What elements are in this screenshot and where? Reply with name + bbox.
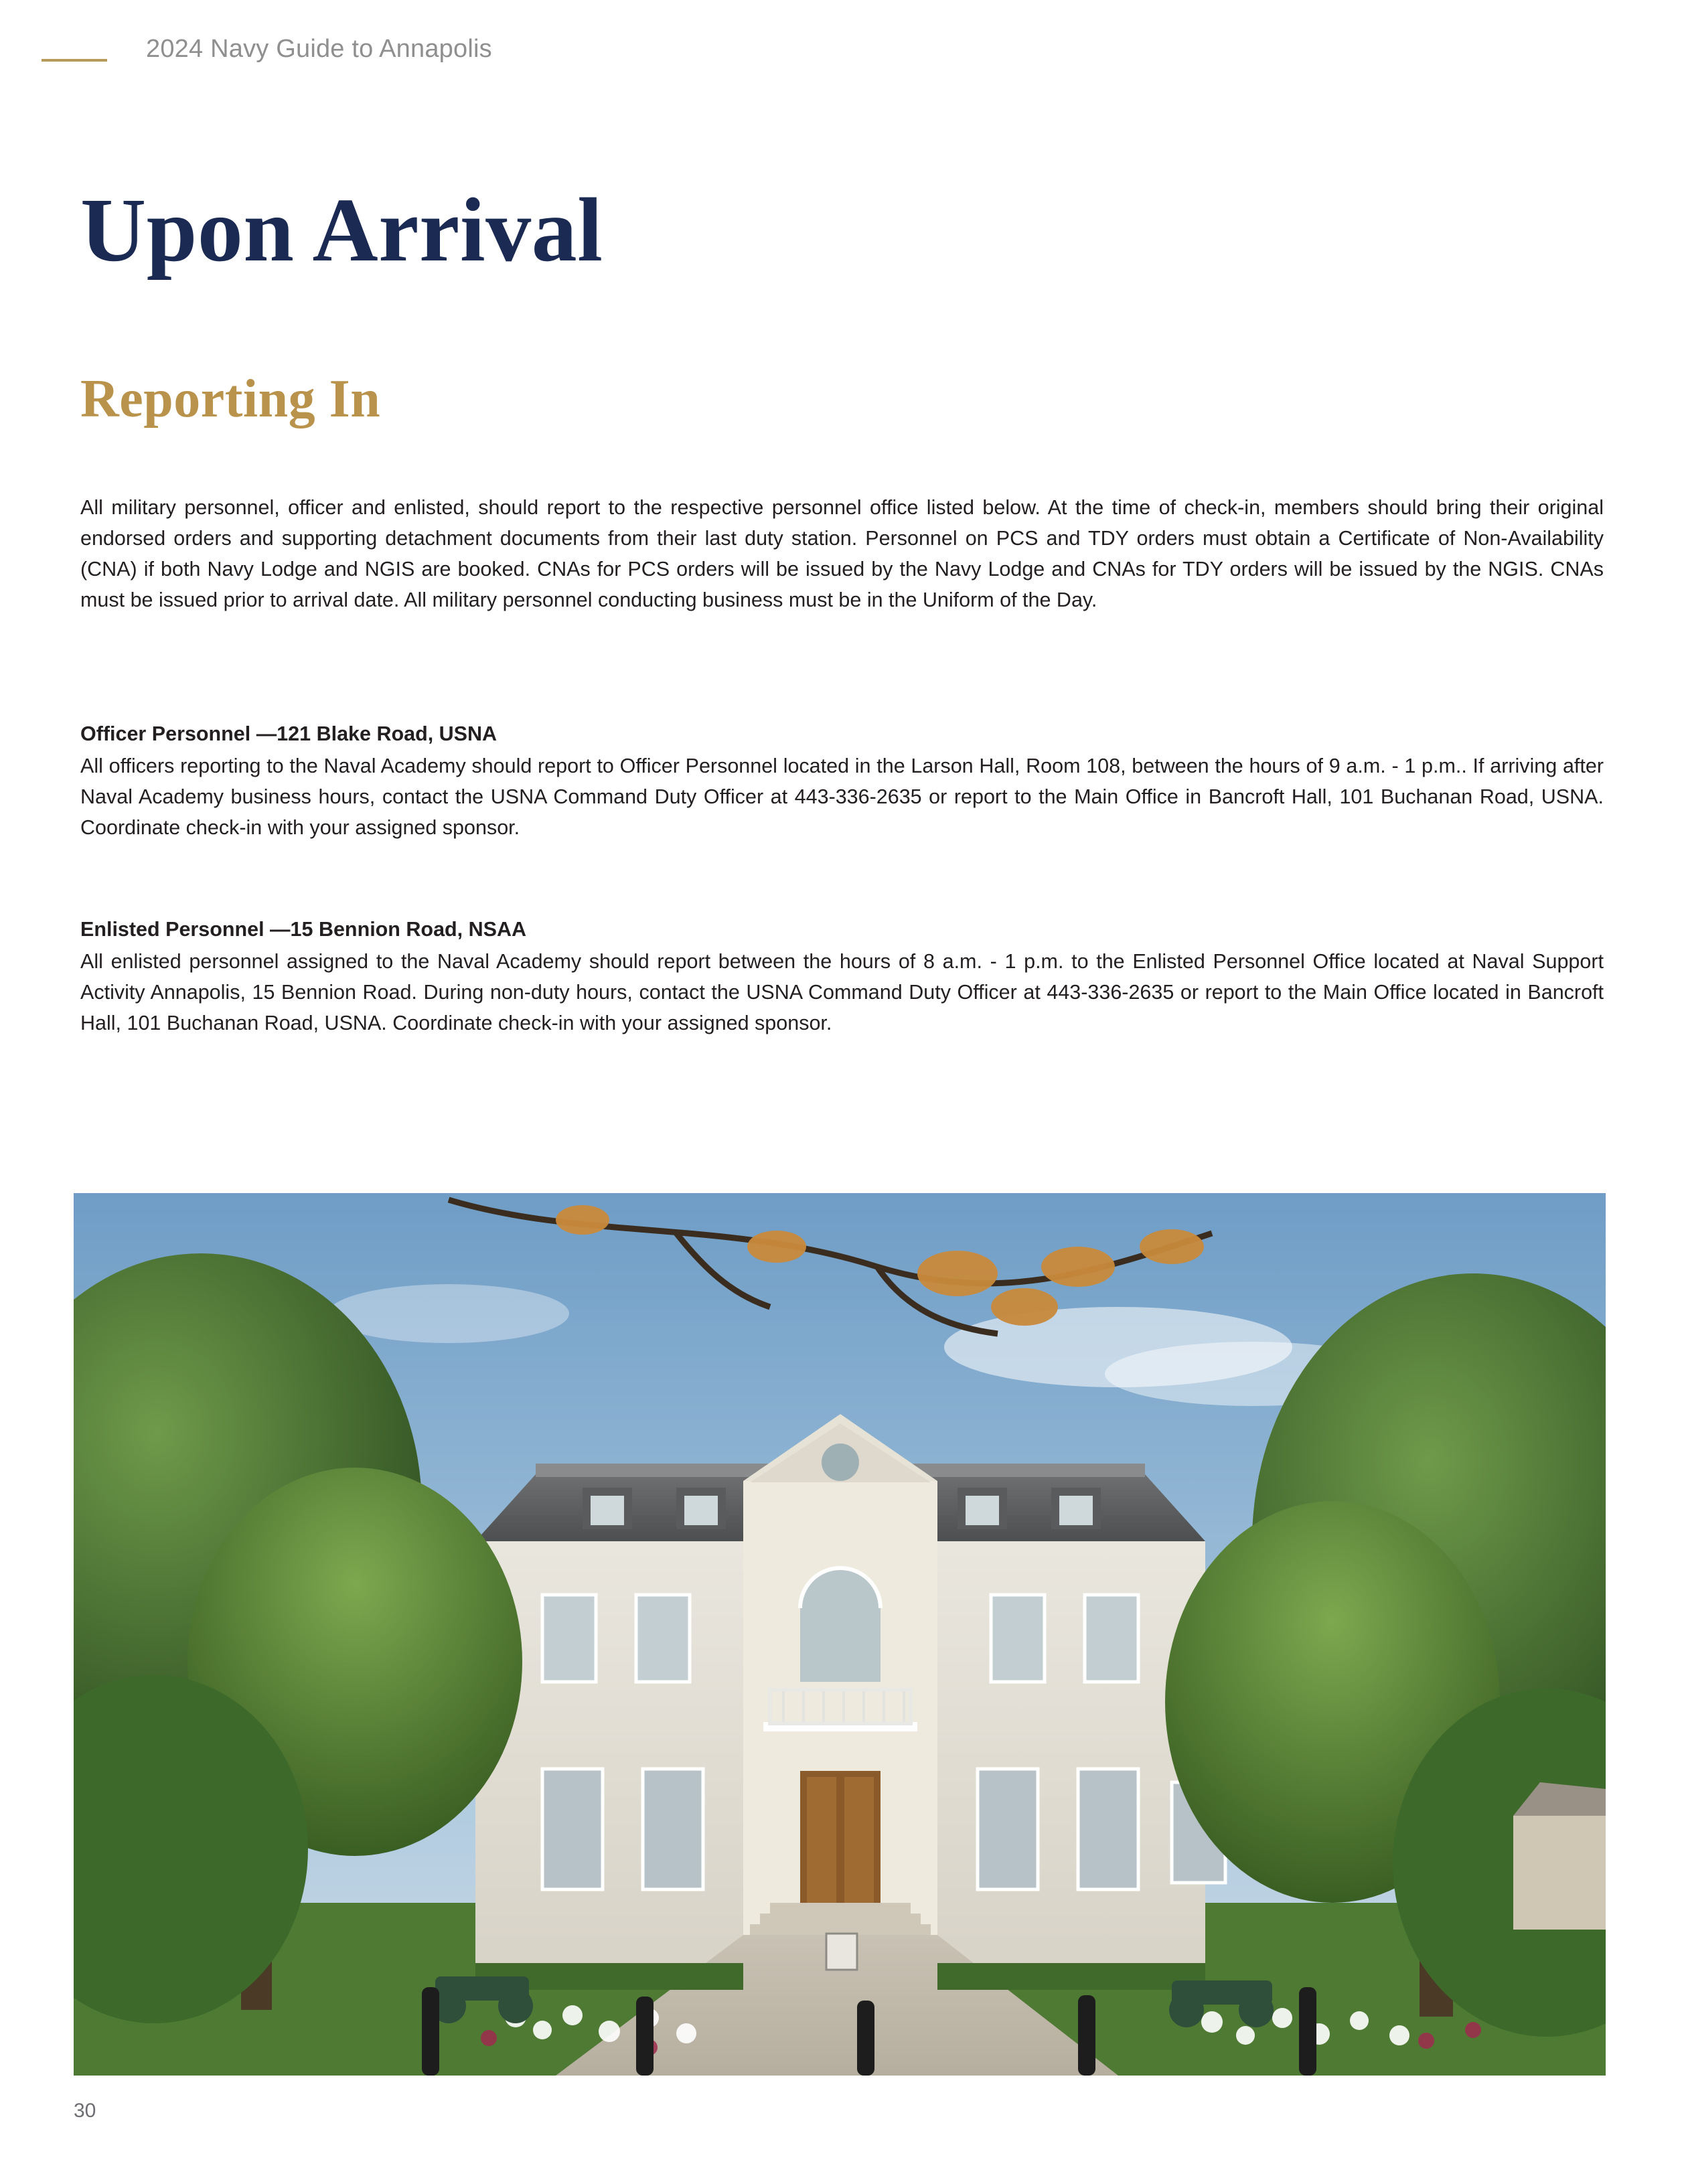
enlisted-personnel-body: All enlisted personnel assigned to the Naval Academy should report between the hours of 8 a.m. - 1 p.m. to the Enlisted Personnel Office located at Naval Support Activity Annapolis, 15 Bennion Road. During non-duty hours, contact the USNA Command Duty Officer at 443-336-2635 or report to the Main Office located in Bancroft Hall, 101 Buchanan Road, USNA. Coordinate check-in with your assigned sponsor. (80, 950, 1604, 1034)
building-photograph (74, 1193, 1606, 2076)
running-head-title: 2024 Navy Guide to Annapolis (146, 35, 492, 63)
officer-personnel-body: All officers reporting to the Naval Academy should report to Officer Personnel located in the Larson Hall, Room 108, between the hours of 9 a.m. - 1 p.m.. If arriving after Naval Academy business hours, contact the USNA Command Duty Officer at 443-336-2635 or report to the Main Office in Bancroft Hall, 101 Buchanan Road, USNA. Coordinate check-in with your assigned sponsor. (80, 755, 1604, 839)
section-title-reporting-in: Reporting In (80, 370, 381, 429)
enlisted-personnel-heading: Enlisted Personnel —15 Bennion Road, NSAA (80, 918, 527, 941)
running-head (0, 35, 1682, 75)
photo-illustration (74, 1193, 1606, 2076)
intro-paragraph: All military personnel, officer and enlisted, should report to the respective personnel office listed below. At the time of check-in, members should bring their original endorsed orders and supporting detachment documents from their last duty station. Personnel on PCS and TDY orders must obtain a Certificate of Non-Availability (CNA) if both Navy Lodge and NGIS are booked. CNAs for PCS orders will be issued by the Navy Lodge and CNAs for TDY orders will be issued by the NGIS. CNAs must be issued prior to arrival date. All military personnel conducting business must be in the Uniform of the Day. (80, 496, 1604, 611)
header-rule (42, 59, 107, 62)
page-number: 30 (74, 2100, 96, 2122)
officer-personnel-block (80, 718, 1604, 843)
enlisted-personnel-block (80, 914, 1604, 1038)
page-title: Upon Arrival (80, 180, 603, 281)
officer-personnel-heading: Officer Personnel —121 Blake Road, USNA (80, 722, 498, 745)
